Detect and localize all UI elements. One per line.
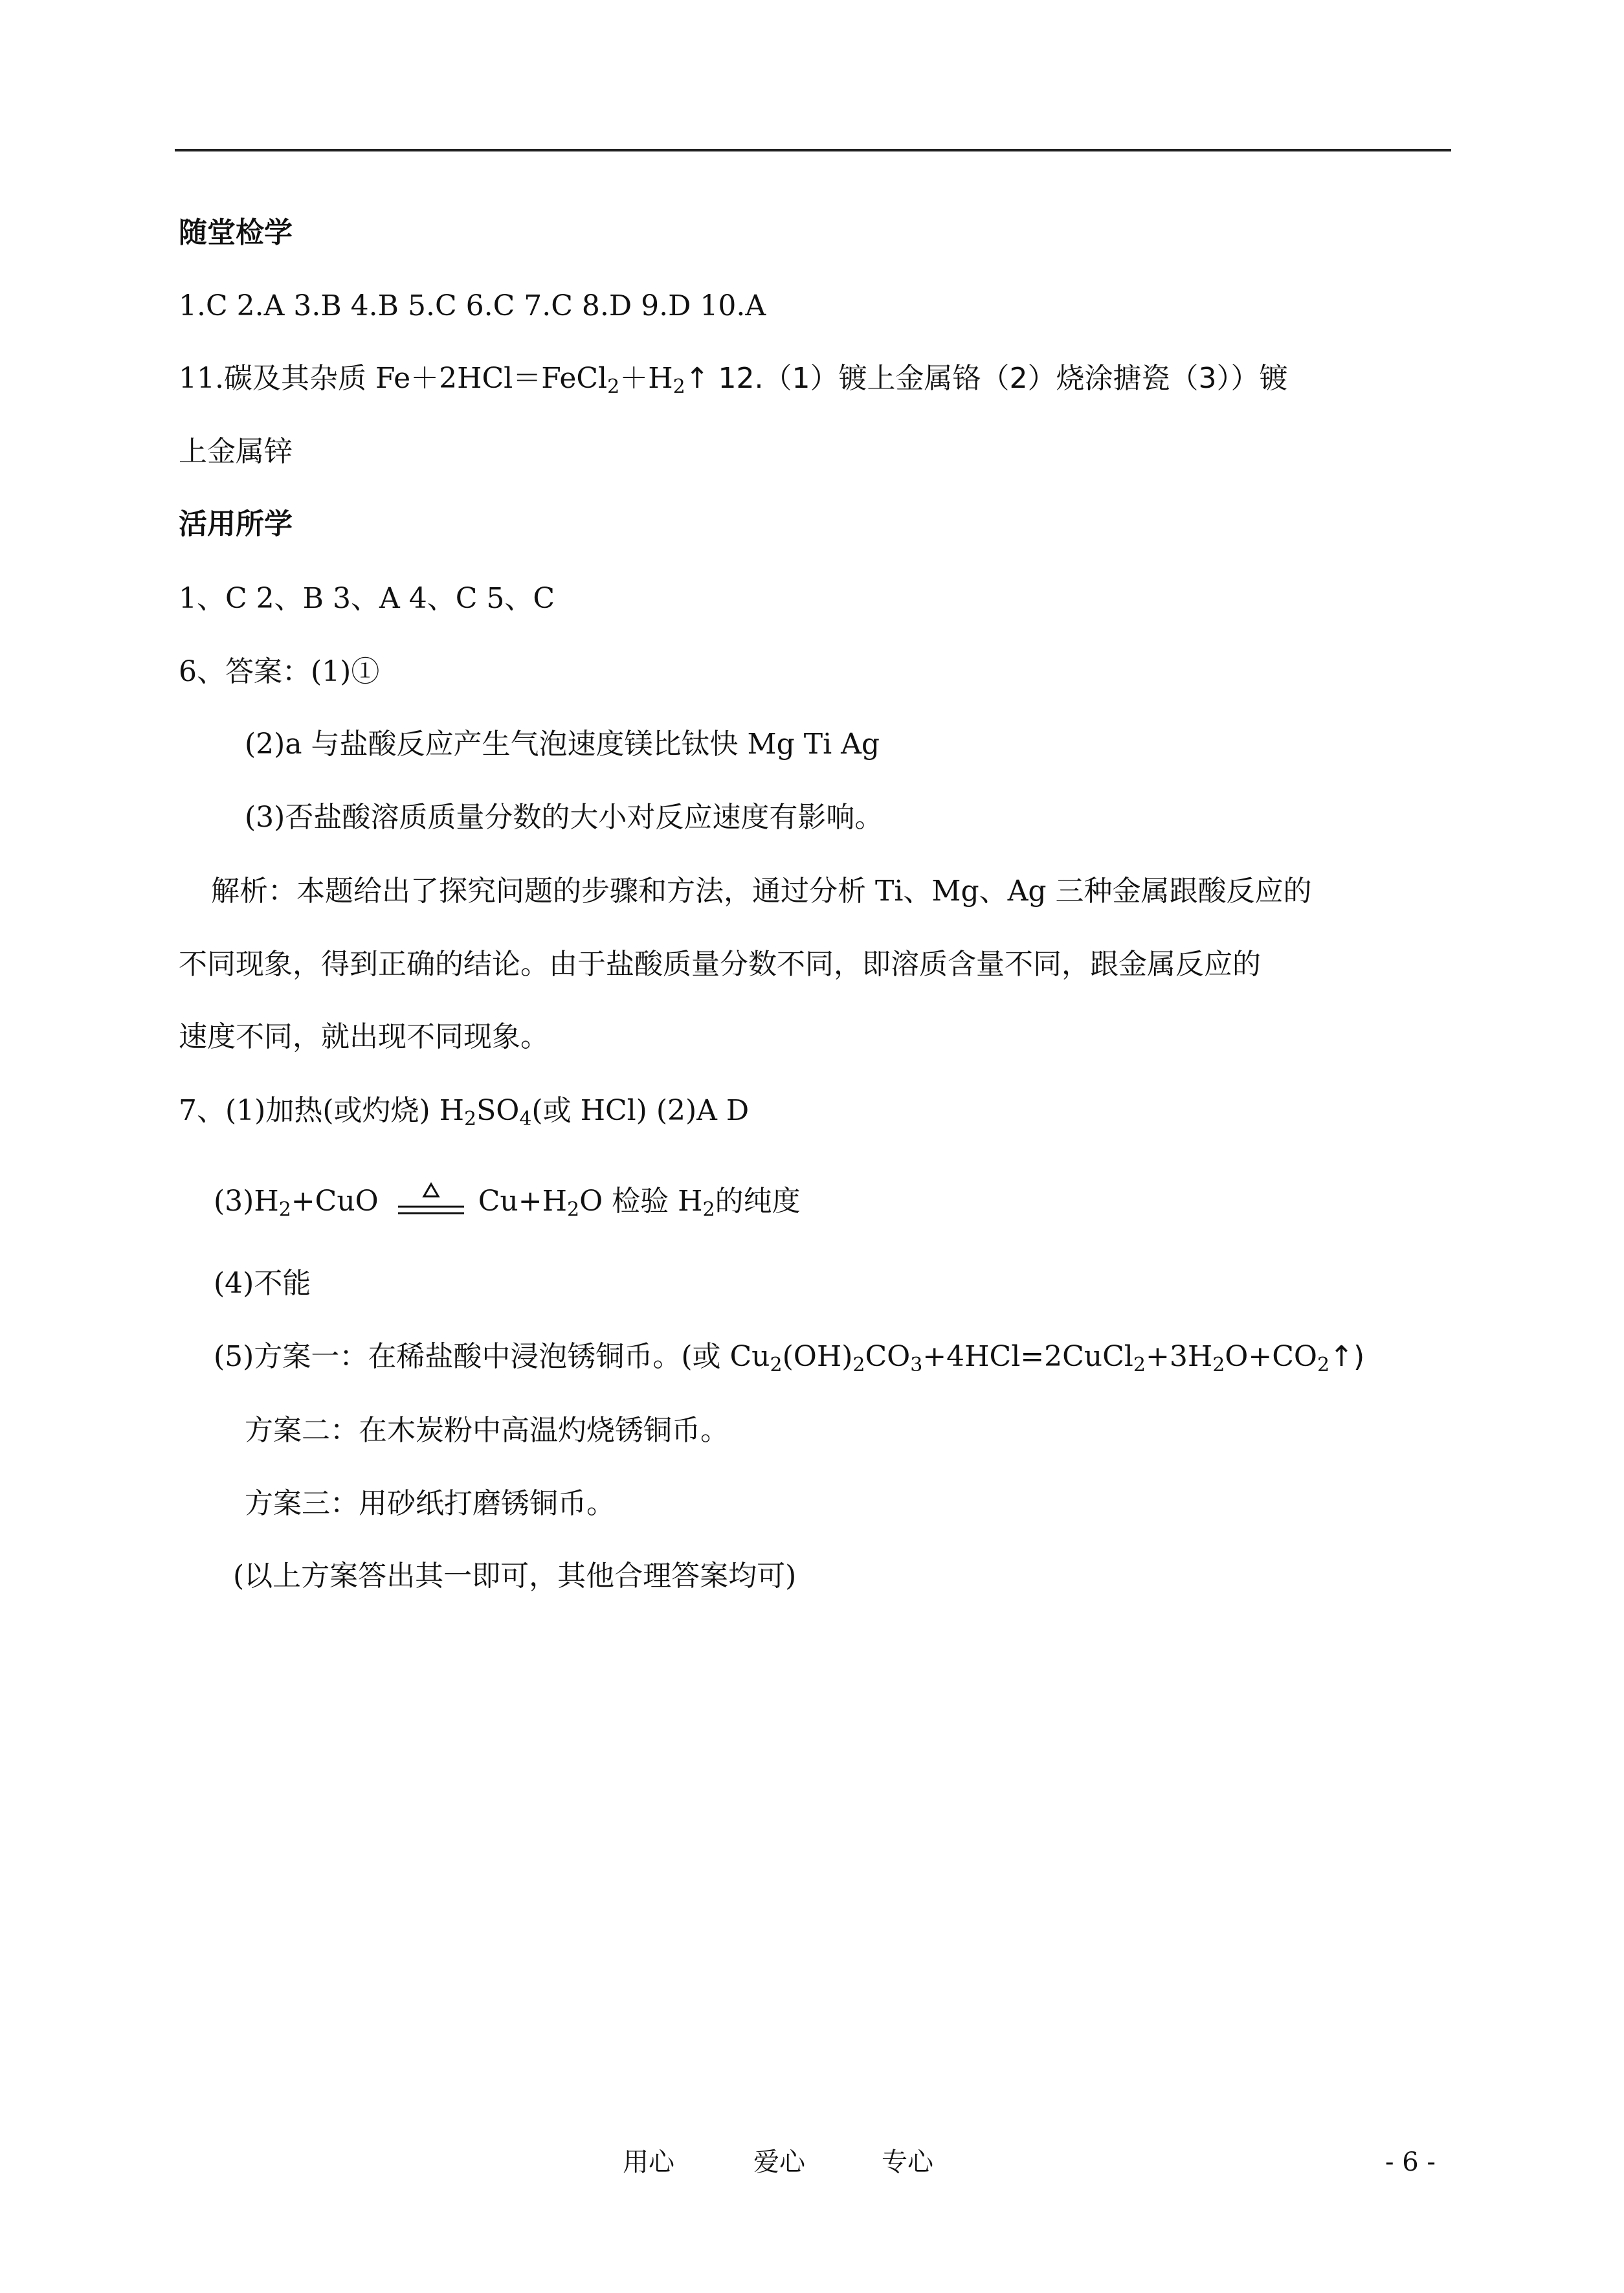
q7-part4: (4)不能: [214, 1267, 311, 1300]
answer-line-11-12: 11.碳及其杂质 $Fe+2HCl=FeCl_2+H_2↑$ 12.（1）镀上金属铬（2）烧涂搪瓷（3））镀: [179, 362, 1288, 398]
plan-three: 方案三：用砂纸打磨锈铜币。: [245, 1487, 615, 1520]
analysis-line-2: 不同现象，得到正确的结论。由于盐酸质量分数不同，即溶质含量不同，跟金属反应的: [179, 948, 1261, 981]
analysis-line-3: 速度不同，就出现不同现象。: [179, 1020, 549, 1053]
section-title-apply: 活用所学: [179, 508, 293, 541]
note-line: (以上方案答出其一即可，其他合理答案均可): [233, 1560, 797, 1593]
q6-part3: (3)否盐酸溶质质量分数的大小对反应速度有影响。: [245, 801, 884, 834]
section-title-check: 随堂检学: [179, 216, 293, 249]
analysis-line-1: 解析：本题给出了探究问题的步骤和方法，通过分析 Ti、Mg、Ag 三种金属跟酸反应的: [211, 875, 1312, 908]
page-number: - 6 -: [1385, 2147, 1436, 2177]
footer-motto-1: 用心: [623, 2147, 674, 2177]
heating-equals-sign: [395, 1182, 467, 1221]
plan-two: 方案二：在木炭粉中高温灼烧锈铜币。: [245, 1414, 729, 1447]
answer-line-apply: 1、C 2、B 3、A 4、C 5、C: [179, 582, 555, 615]
q7-part5: (5)方案一：在稀盐酸中浸泡锈铜币。(或 $Cu_2(OH)_2CO_3+4HCl=2CuCl_2+3H_2O+CO_2↑$): [214, 1340, 1365, 1376]
q7-part1: 7、(1)加热(或灼烧) $H_2SO_4$(或 HCl) (2)A D: [179, 1094, 750, 1130]
answer-line-12-cont: 上金属锌: [179, 435, 293, 468]
answer-line-mc: 1.C 2.A 3.B 4.B 5.C 6.C 7.C 8.D 9.D 10.A: [179, 289, 766, 322]
q6-part2: (2)a 与盐酸反应产生气泡速度镁比钛快 Mg Ti Ag: [245, 728, 880, 761]
q6-answer: 6、答案：(1)①: [179, 655, 380, 688]
footer-motto-3: 专心: [882, 2147, 933, 2177]
footer-motto-2: 爱心: [753, 2147, 805, 2177]
triangle-icon: [395, 1182, 467, 1221]
header-rule: [175, 149, 1451, 151]
q7-part3: $(3)H_2+CuO$ $Cu+H_2O$ 检验 $H_2$的纯度: [214, 1182, 801, 1229]
